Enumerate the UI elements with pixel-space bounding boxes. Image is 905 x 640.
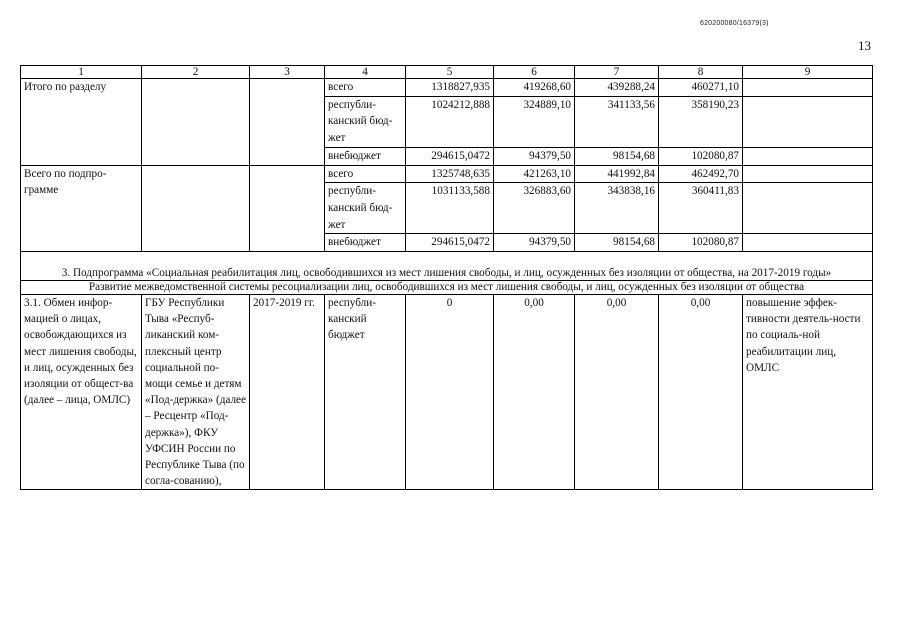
value-2018: 341133,56 [575, 96, 659, 147]
table-row [21, 79, 873, 97]
subprogram-heading-row [21, 252, 873, 281]
funding-source: республи-канский бюд-жет [325, 183, 406, 234]
value-2019: 358190,23 [659, 96, 743, 147]
document-code: 620200080/16379(3) [700, 20, 769, 27]
funding-source: республи-канский бюджет [325, 295, 406, 490]
value-2017: 94379,50 [494, 234, 575, 252]
value-2019: 460271,10 [659, 79, 743, 97]
empty-cell [743, 183, 873, 234]
header-row [21, 66, 873, 79]
expected-result: повышение эффек-тивности деятель-ности по социаль-ной реабилитации лиц, ОМЛС [743, 295, 873, 490]
funding-source: всего [325, 165, 406, 183]
empty-cell [250, 165, 325, 252]
header-cell: 5 [406, 66, 494, 79]
table-row [21, 165, 873, 183]
value-2017: 419268,60 [494, 79, 575, 97]
empty-cell [250, 79, 325, 166]
value-2018: 98154,68 [575, 234, 659, 252]
header-cell: 1 [21, 66, 142, 79]
value-2018: 441992,84 [575, 165, 659, 183]
value-2019: 0,00 [659, 295, 743, 490]
value-2019: 102080,87 [659, 234, 743, 252]
value-2017: 326883,60 [494, 183, 575, 234]
empty-cell [142, 165, 250, 252]
funding-source: внебюджет [325, 147, 406, 165]
activity-period: 2017-2019 гг. [250, 295, 325, 490]
header-cell: 3 [250, 66, 325, 79]
value-2017: 0,00 [494, 295, 575, 490]
empty-cell [142, 79, 250, 166]
header-cell: 9 [743, 66, 873, 79]
value-2019: 102080,87 [659, 147, 743, 165]
activity-name: 3.1. Обмен инфор-мацией о лицах, освобождающихся из мест лишения свободы, и лиц, осужденных без изоляции от общест-ва (далее – лица, ОМЛС) [21, 295, 142, 490]
value-total: 294615,0472 [406, 147, 494, 165]
value-2017: 324889,10 [494, 96, 575, 147]
value-2018: 439288,24 [575, 79, 659, 97]
value-2018: 0,00 [575, 295, 659, 490]
empty-cell [743, 79, 873, 97]
value-total: 1024212,888 [406, 96, 494, 147]
empty-cell [743, 234, 873, 252]
empty-cell [743, 147, 873, 165]
funding-source: всего [325, 79, 406, 97]
header-cell: 8 [659, 66, 743, 79]
value-2018: 98154,68 [575, 147, 659, 165]
value-2017: 94379,50 [494, 147, 575, 165]
subprogram-total-label: Всего по подпро-грамме [21, 165, 142, 252]
section-title: Развитие межведомственной системы ресоциализации лиц, освободившихся из мест лишения свободы, и лиц, осужденных без изоляции от общества [21, 281, 873, 295]
empty-cell [743, 165, 873, 183]
section-heading-row [21, 281, 873, 295]
value-total: 1325748,635 [406, 165, 494, 183]
funding-source: республи-канский бюд-жет [325, 96, 406, 147]
header-cell: 6 [494, 66, 575, 79]
activity-row [21, 295, 873, 490]
value-total: 1031133,588 [406, 183, 494, 234]
value-2017: 421263,10 [494, 165, 575, 183]
budget-table [20, 65, 873, 490]
subprogram-title: 3. Подпрограмма «Социальная реабилитация лиц, освободившихся из мест лишения свободы, и лиц, осужденных без изоляции от общества, на 2017-2019 годы» [21, 252, 873, 281]
value-2019: 462492,70 [659, 165, 743, 183]
header-cell: 4 [325, 66, 406, 79]
funding-source: внебюджет [325, 234, 406, 252]
header-cell: 2 [142, 66, 250, 79]
value-total: 1318827,935 [406, 79, 494, 97]
value-total: 294615,0472 [406, 234, 494, 252]
value-total: 0 [406, 295, 494, 490]
section-total-label: Итого по разделу [21, 79, 142, 166]
activity-executor: ГБУ Республики Тыва «Респуб-ликанский ком-плексный центр социальной по-мощи семье и детям «Под-держка» (далее – Ресцентр «Под-держка»), ФКУ УФСИН России по Республике Тыва (по согла-сованию), [142, 295, 250, 490]
empty-cell [743, 96, 873, 147]
page-number: 13 [858, 38, 871, 53]
value-2018: 343838,16 [575, 183, 659, 234]
value-2019: 360411,83 [659, 183, 743, 234]
header-cell: 7 [575, 66, 659, 79]
